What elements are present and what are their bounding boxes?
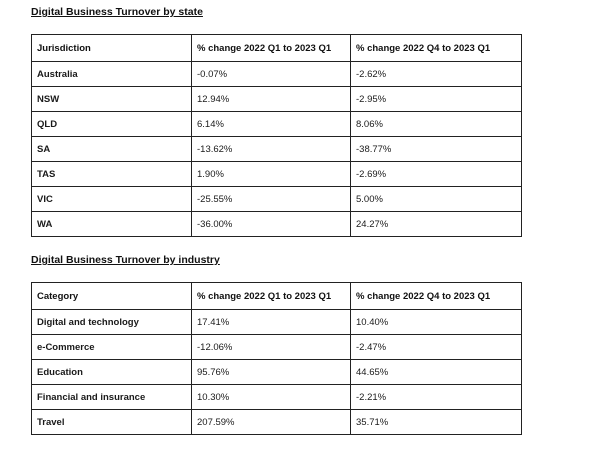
- table-row: [32, 310, 522, 335]
- row-value-yoy: -12.06%: [192, 335, 351, 360]
- row-label: Australia: [32, 62, 192, 87]
- table-row: [32, 360, 522, 385]
- industry-table-title: Digital Business Turnover by industry: [31, 254, 220, 266]
- row-value-qoq: 10.40%: [351, 310, 522, 335]
- row-value-yoy: 95.76%: [192, 360, 351, 385]
- column-header-category: Category: [32, 283, 192, 310]
- row-label: Digital and technology: [32, 310, 192, 335]
- row-value-yoy: -13.62%: [192, 137, 351, 162]
- column-header-q4-change: % change 2022 Q4 to 2023 Q1: [351, 35, 522, 62]
- row-label: Education: [32, 360, 192, 385]
- row-value-yoy: 6.14%: [192, 112, 351, 137]
- row-label: e-Commerce: [32, 335, 192, 360]
- row-label: VIC: [32, 187, 192, 212]
- row-label: QLD: [32, 112, 192, 137]
- table-row: [32, 137, 522, 162]
- table-row: [32, 385, 522, 410]
- row-label: Travel: [32, 410, 192, 435]
- row-value-yoy: 207.59%: [192, 410, 351, 435]
- column-header-q1-change: % change 2022 Q1 to 2023 Q1: [192, 35, 351, 62]
- state-turnover-table: [31, 34, 522, 237]
- row-value-qoq: -38.77%: [351, 137, 522, 162]
- row-label: WA: [32, 212, 192, 237]
- column-header-q1-change: % change 2022 Q1 to 2023 Q1: [192, 283, 351, 310]
- row-value-yoy: -36.00%: [192, 212, 351, 237]
- row-label: SA: [32, 137, 192, 162]
- table-row: [32, 112, 522, 137]
- row-value-yoy: 10.30%: [192, 385, 351, 410]
- row-value-qoq: -2.47%: [351, 335, 522, 360]
- row-value-qoq: -2.95%: [351, 87, 522, 112]
- row-value-yoy: 12.94%: [192, 87, 351, 112]
- row-label: Financial and insurance: [32, 385, 192, 410]
- row-value-yoy: 1.90%: [192, 162, 351, 187]
- state-table-title: Digital Business Turnover by state: [31, 6, 203, 18]
- row-value-qoq: -2.21%: [351, 385, 522, 410]
- table-row: [32, 410, 522, 435]
- row-value-yoy: -0.07%: [192, 62, 351, 87]
- row-value-qoq: -2.62%: [351, 62, 522, 87]
- table-row: [32, 335, 522, 360]
- table-row: [32, 187, 522, 212]
- table-row: [32, 212, 522, 237]
- row-value-yoy: 17.41%: [192, 310, 351, 335]
- table-row: [32, 87, 522, 112]
- row-value-qoq: 44.65%: [351, 360, 522, 385]
- column-header-q4-change: % change 2022 Q4 to 2023 Q1: [351, 283, 522, 310]
- table-header-row: [32, 35, 522, 62]
- table-row: [32, 162, 522, 187]
- row-value-qoq: 8.06%: [351, 112, 522, 137]
- row-value-qoq: 24.27%: [351, 212, 522, 237]
- row-label: TAS: [32, 162, 192, 187]
- column-header-jurisdiction: Jurisdiction: [32, 35, 192, 62]
- industry-turnover-table: [31, 282, 522, 435]
- table-header-row: [32, 283, 522, 310]
- row-value-yoy: -25.55%: [192, 187, 351, 212]
- row-value-qoq: -2.69%: [351, 162, 522, 187]
- table-row: [32, 62, 522, 87]
- row-value-qoq: 35.71%: [351, 410, 522, 435]
- row-value-qoq: 5.00%: [351, 187, 522, 212]
- row-label: NSW: [32, 87, 192, 112]
